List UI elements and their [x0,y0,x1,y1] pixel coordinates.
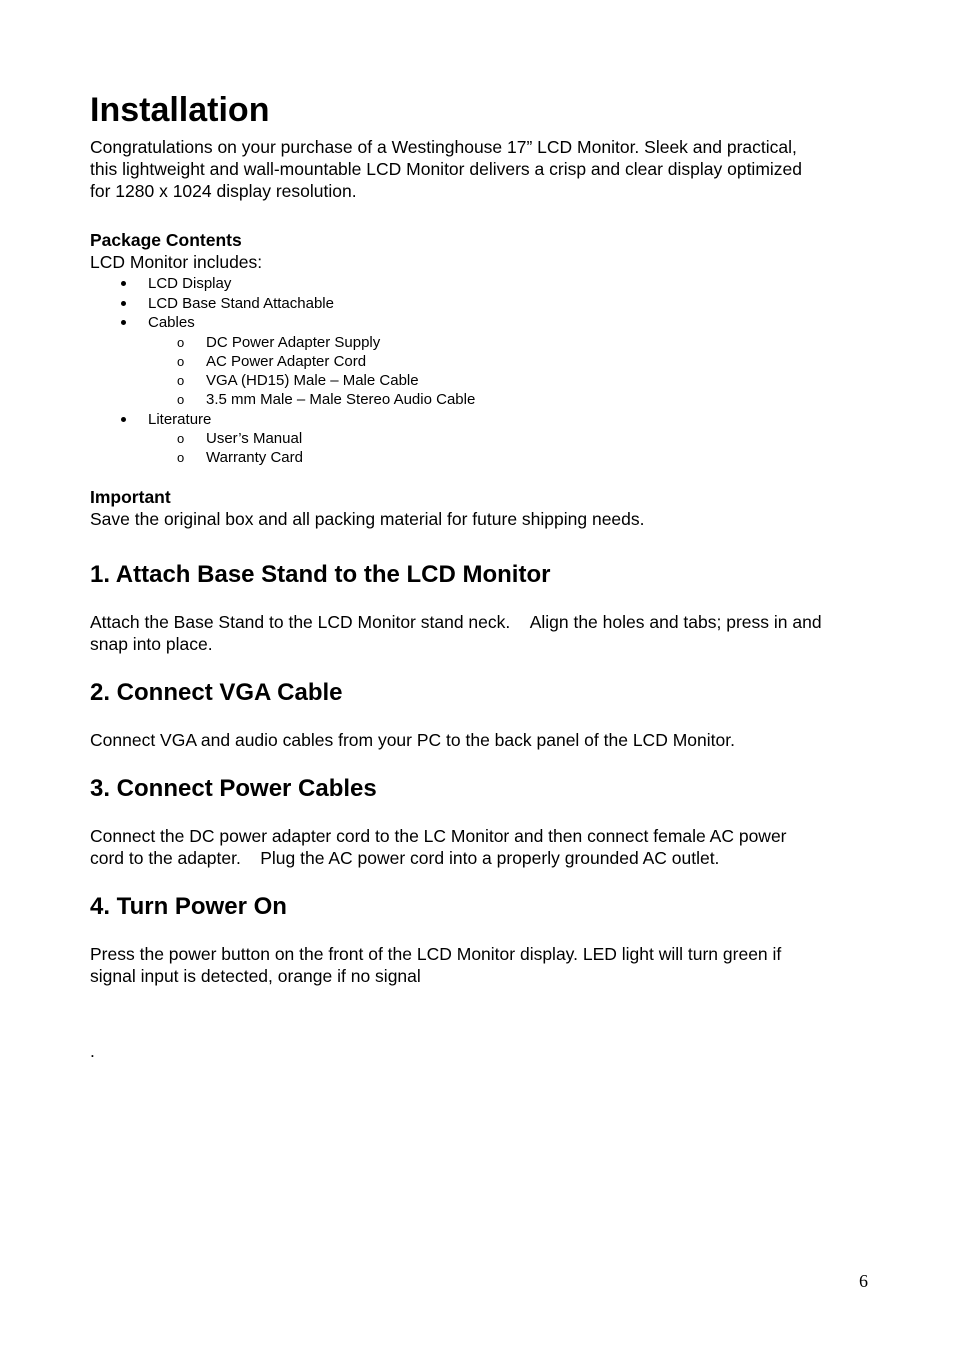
bullet-icon [121,281,126,286]
bullet-icon [121,417,126,422]
page-number: 6 [859,1271,868,1291]
section-3-line-2: cord to the adapter. Plug the AC power cord into a properly grounded AC outlet. [90,848,720,868]
section-1-line-2: snap into place. [90,634,213,654]
section-4-line-1: Press the power button on the front of the LCD Monitor display. LED light will turn green if [90,944,782,964]
circle-bullet-icon: o [177,392,185,407]
section-1-line-1: Attach the Base Stand to the LCD Monitor stand neck. Align the holes and tabs; press in and [90,612,822,632]
section-heading-attach-base-stand: 1. Attach Base Stand to the LCD Monitor [90,561,551,588]
section-heading-connect-power: 3. Connect Power Cables [90,775,377,802]
trailing-dot: . [90,1041,95,1061]
circle-bullet-icon: o [177,335,185,350]
bullet-icon [121,301,126,306]
section-4-line-2: signal input is detected, orange if no signal [90,966,421,986]
sub-list-item: User’s Manual [206,430,303,447]
package-contents-heading: Package Contents [90,230,242,250]
bullet-icon [121,320,126,325]
section-heading-turn-power-on: 4. Turn Power On [90,893,287,920]
sub-list-item: VGA (HD15) Male – Male Cable [206,372,419,389]
intro-line-3: for 1280 x 1024 display resolution. [90,181,357,201]
circle-bullet-icon: o [177,450,185,465]
important-text: Save the original box and all packing material for future shipping needs. [90,509,645,529]
circle-bullet-icon: o [177,354,185,369]
package-contents-subheading: LCD Monitor includes: [90,252,263,272]
sub-list-item: DC Power Adapter Supply [206,334,381,351]
list-item: Cables [148,314,195,331]
circle-bullet-icon: o [177,431,185,446]
section-2-line-1: Connect VGA and audio cables from your PC to the back panel of the LCD Monitor. [90,730,735,750]
page-title: Installation [90,91,270,129]
sub-list-item: AC Power Adapter Cord [206,353,367,370]
circle-bullet-icon: o [177,373,185,388]
intro-line-2: this lightweight and wall-mountable LCD Monitor delivers a crisp and clear display optimized [90,159,803,179]
important-heading: Important [90,487,171,507]
sub-list-item: 3.5 mm Male – Male Stereo Audio Cable [206,391,476,408]
section-3-line-1: Connect the DC power adapter cord to the LC Monitor and then connect female AC power [90,826,787,846]
sub-list-item: Warranty Card [206,449,303,466]
list-item: LCD Base Stand Attachable [148,295,334,312]
list-item: LCD Display [148,275,232,292]
list-item: Literature [148,411,212,428]
section-heading-connect-vga: 2. Connect VGA Cable [90,679,343,706]
intro-line-1: Congratulations on your purchase of a Westinghouse 17” LCD Monitor. Sleek and practical, [90,137,797,157]
